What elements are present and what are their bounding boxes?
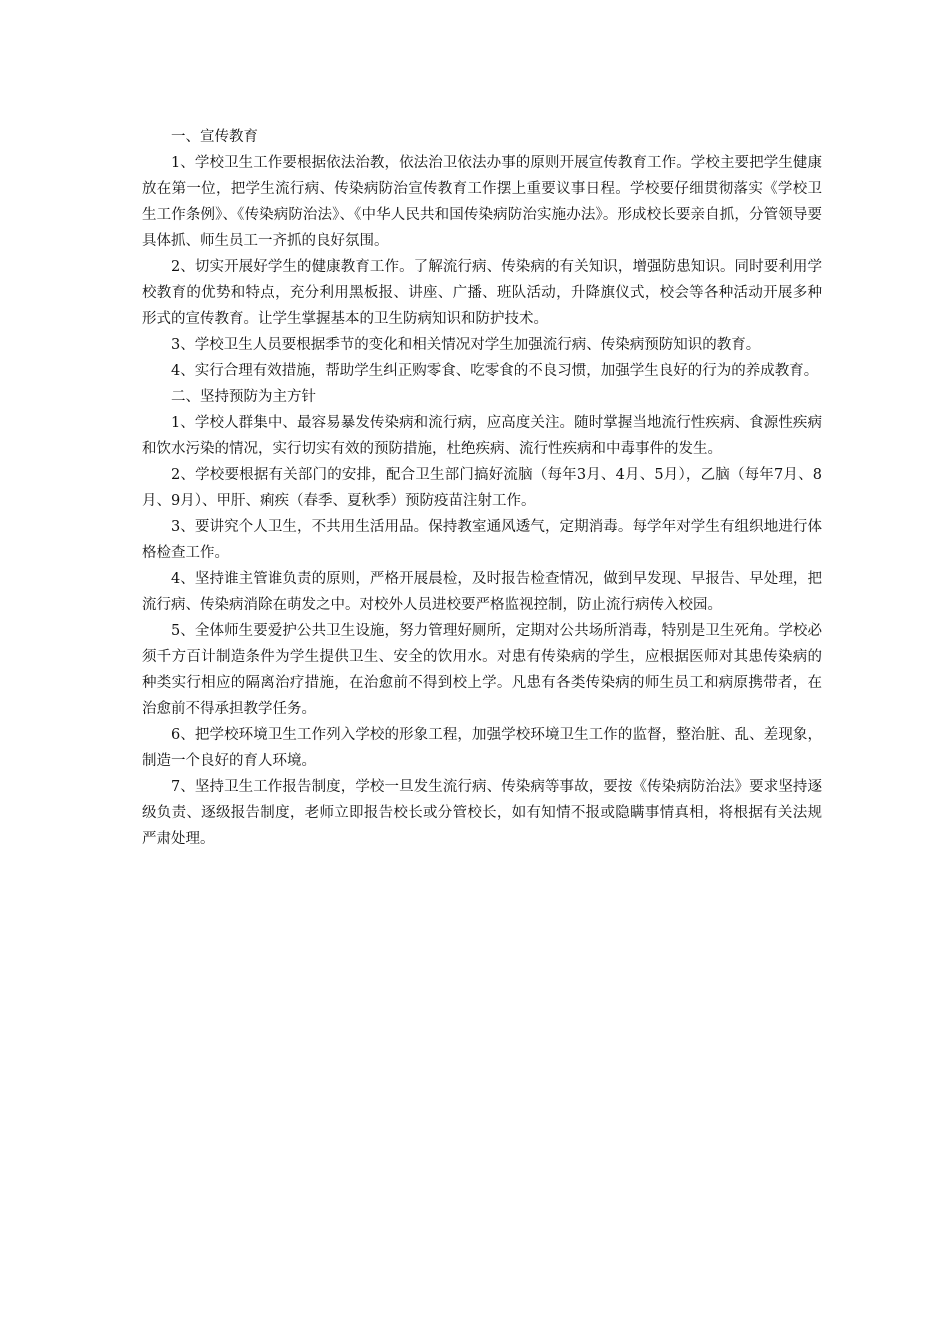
section1-paragraph-3: 3、学校卫生人员要根据季节的变化和相关情况对学生加强流行病、传染病预防知识的教育。 (171, 337, 761, 353)
section2-paragraph-2: 2、学校要根据有关部门的安排，配合卫生部门搞好流脑（每年3月、4月、5月），乙脑（每年7月、8月、9月）、甲肝、痢疾（春季、夏秋季）预防疫苗注射工作。 (142, 467, 822, 509)
section2-paragraph-3: 3、要讲究个人卫生，不共用生活用品。保持教室通风透气，定期消毒。每学年对学生有组织地进行体格检查工作。 (142, 519, 822, 561)
section2-paragraph-4: 4、坚持谁主管谁负责的原则，严格开展晨检，及时报告检查情况，做到早发现、早报告、早处理，把流行病、传染病消除在萌发之中。对校外人员进校要严格监视控制，防止流行病传入校园。 (142, 571, 822, 613)
section2-paragraph-5: 5、全体师生要爱护公共卫生设施，努力管理好厕所，定期对公共场所消毒，特别是卫生死角。学校必须千方百计制造条件为学生提供卫生、安全的饮用水。对患有传染病的学生，应根据医师对其患传染病的种类实行相应的隔离治疗措施，在治愈前不得到校上学。凡患有各类传染病的师生员工和病原携带者，在治愈前不得承担教学任务。 (142, 623, 822, 717)
section2-paragraph-7: 7、坚持卫生工作报告制度，学校一旦发生流行病、传染病等事故，要按《传染病防治法》要求坚持逐级负责、逐级报告制度，老师立即报告校长或分管校长，如有知情不报或隐瞒事情真相，将根据有关法规严肃处理。 (142, 779, 822, 847)
section-heading-1: 一、宣传教育 (171, 129, 258, 145)
section1-paragraph-4: 4、实行合理有效措施，帮助学生纠正购零食、吃零食的不良习惯，加强学生良好的行为的养成教育。 (171, 363, 819, 379)
section-heading-2: 二、坚持预防为主方针 (171, 389, 316, 405)
section2-paragraph-1: 1、学校人群集中、最容易暴发传染病和流行病，应高度关注。随时掌握当地流行性疾病、食源性疾病和饮水污染的情况，实行切实有效的预防措施，杜绝疾病、流行性疾病和中毒事件的发生。 (142, 415, 822, 457)
section2-paragraph-6: 6、把学校环境卫生工作列入学校的形象工程，加强学校环境卫生工作的监督，整治脏、乱、差现象，制造一个良好的育人环境。 (142, 727, 822, 769)
document-body (142, 124, 822, 852)
section1-paragraph-1: 1、学校卫生工作要根据依法治教，依法治卫依法办事的原则开展宣传教育工作。学校主要把学生健康放在第一位，把学生流行病、传染病防治宣传教育工作摆上重要议事日程。学校要仔细贯彻落实《学校卫生工作条例》、《传染病防治法》、《中华人民共和国传染病防治实施办法》。形成校长要亲自抓，分管领导要具体抓、师生员工一齐抓的良好氛围。 (142, 155, 822, 249)
section1-paragraph-2: 2、切实开展好学生的健康教育工作。了解流行病、传染病的有关知识，增强防患知识。同时要利用学校教育的优势和特点，充分利用黑板报、讲座、广播、班队活动，升降旗仪式，校会等各种活动开展多种形式的宣传教育。让学生掌握基本的卫生防病知识和防护技术。 (142, 259, 822, 327)
